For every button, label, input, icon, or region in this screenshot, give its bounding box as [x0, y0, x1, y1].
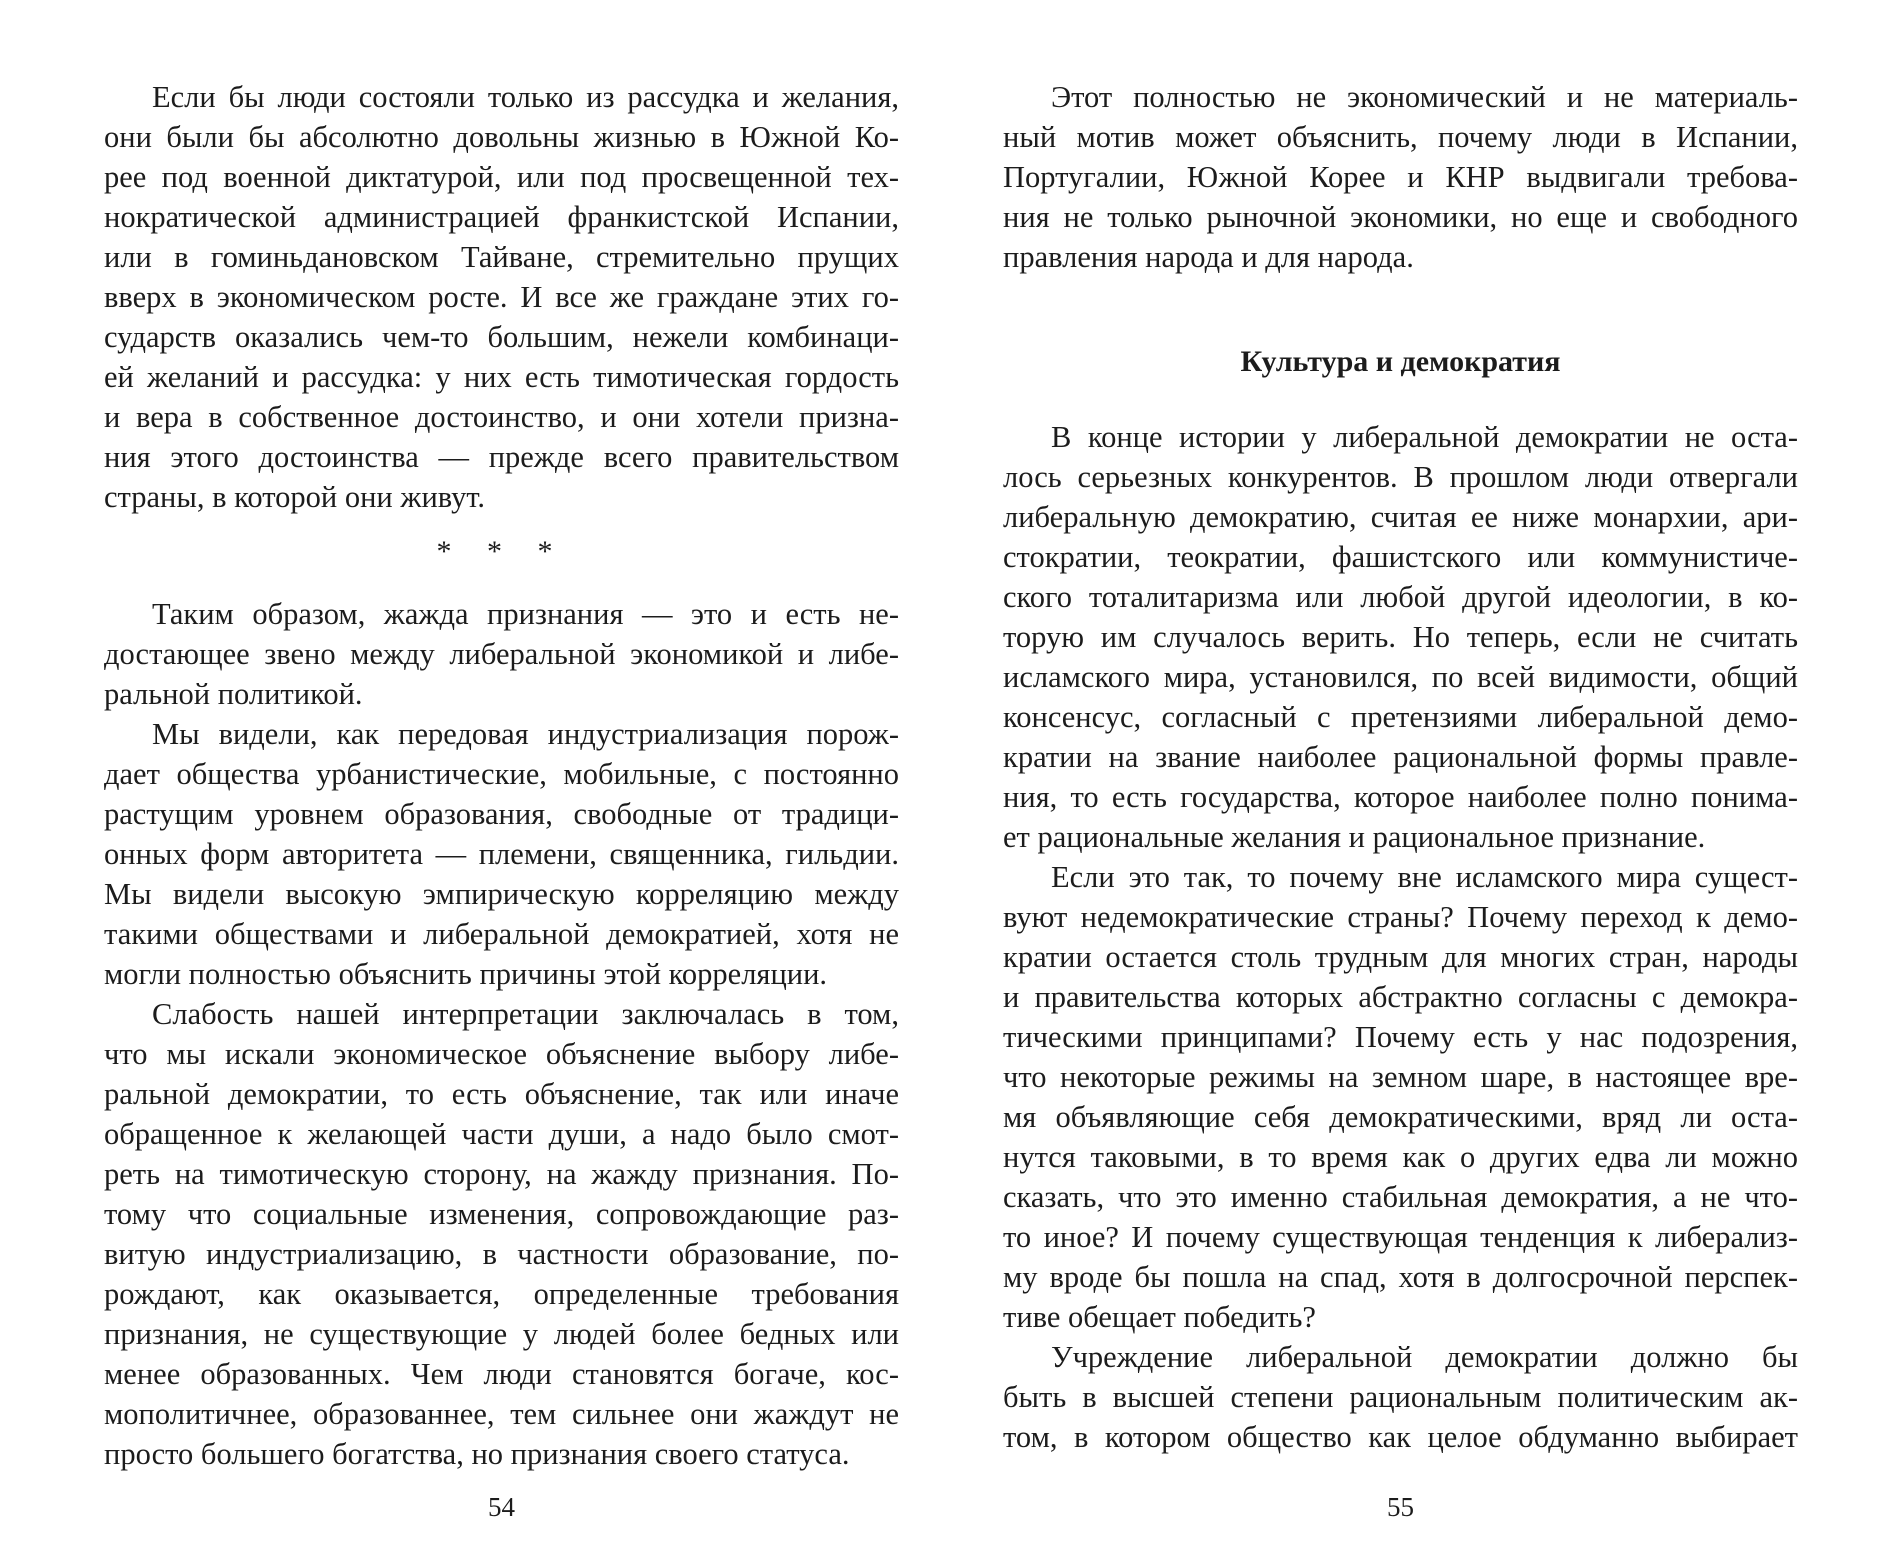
text-line: правления народа и для народа.	[1003, 240, 1414, 274]
text-line: В конце истории у либеральной демократии не оста-	[1051, 420, 1798, 454]
text-line: растущим уровнем образования, свободные от традици-	[104, 797, 899, 831]
text-line: вверх в экономическом росте. И все же граждане этих го-	[104, 280, 899, 314]
text-line: Мы видели, как передовая индустриализация порож-	[152, 717, 899, 751]
text-line: Португалии, Южной Корее и КНР выдвигали требова-	[1003, 160, 1798, 194]
text-line: или в гоминьдановском Тайване, стремительно прущих	[104, 240, 899, 274]
text-line: сказать, что это именно стабильная демократия, а не что-	[1003, 1180, 1798, 1214]
text-line: либеральную демократию, считая ее ниже монархии, ари-	[1003, 500, 1798, 534]
text-line: и правительства которых абстрактно согласны с демокра-	[1003, 980, 1798, 1014]
text-line: ральной демократии, то есть объяснение, так или иначе	[104, 1077, 899, 1111]
text-line: онных форм авторитета — племени, священника, гильдии.	[104, 837, 899, 871]
text-line: том, в котором общество как целое обдуманно выбирает	[1003, 1420, 1798, 1454]
section-break-stars: * * *	[436, 535, 567, 568]
text-line: Этот полностью не экономический и не материаль-	[1051, 80, 1798, 114]
text-line: признания, не существующие у людей более бедных или	[104, 1317, 899, 1351]
text-line: ет рациональные желания и рациональное признание.	[1003, 820, 1706, 854]
text-line: Мы видели высокую эмпирическую корреляцию между	[104, 877, 899, 911]
text-line: Учреждение либеральной демократии должно бы	[1051, 1340, 1798, 1374]
text-line: тиве обещает победить?	[1003, 1300, 1316, 1334]
text-line: ей желаний и рассудка: у них есть тимотическая гордость	[104, 360, 899, 394]
text-line: исламского мира, установился, по всей видимости, общий	[1003, 660, 1798, 694]
text-line: нократической администрацией франкистской Испании,	[104, 200, 899, 234]
text-line: торую им случалось верить. Но теперь, если не считать	[1003, 620, 1798, 654]
text-line: Слабость нашей интерпретации заключалась в том,	[152, 997, 899, 1031]
text-line: менее образованных. Чем люди становятся богаче, кос-	[104, 1357, 899, 1391]
text-line: ского тоталитаризма или любой другой идеологии, в ко-	[1003, 580, 1798, 614]
text-line: рождают, как оказывается, определенные требования	[104, 1277, 899, 1311]
text-line: такими обществами и либеральной демократией, хотя не	[104, 917, 899, 951]
text-line: Если это так, то почему вне исламского мира сущест-	[1051, 860, 1798, 894]
right-page	[1003, 72, 1798, 1522]
text-line: вуют недемократические страны? Почему переход к демо-	[1003, 900, 1798, 934]
text-line: просто большего богатства, но признания своего статуса.	[104, 1437, 850, 1471]
text-line: что мы искали экономическое объяснение выбору либе-	[104, 1037, 899, 1071]
left-page	[104, 72, 899, 1522]
text-line: ния, то есть государства, которое наиболее полно понима-	[1003, 780, 1798, 814]
text-line: обращенное к желающей части души, а надо было смот-	[104, 1117, 899, 1151]
text-line: лось серьезных конкурентов. В прошлом люди отвергали	[1003, 460, 1798, 494]
text-line: дает общества урбанистические, мобильные, с постоянно	[104, 757, 899, 791]
text-line: кратии на звание наиболее рациональной формы правле-	[1003, 740, 1798, 774]
text-line: Таким образом, жажда признания — это и есть не-	[152, 597, 899, 631]
text-line: му вроде бы пошла на спад, хотя в долгосрочной перспек-	[1003, 1260, 1798, 1294]
text-line: страны, в которой они живут.	[104, 480, 486, 514]
text-line: консенсус, согласный с претензиями либеральной демо-	[1003, 700, 1798, 734]
text-line: ния не только рыночной экономики, но еще и свободного	[1003, 200, 1798, 234]
text-line: что некоторые режимы на земном шаре, в настоящее вре-	[1003, 1060, 1798, 1094]
text-line: тому что социальные изменения, сопровождающие раз-	[104, 1197, 899, 1231]
text-line: сударств оказались чем-то большим, нежели комбинаци-	[104, 320, 899, 354]
text-line: ния этого достоинства — прежде всего правительством	[104, 440, 899, 474]
text-line: тическими принципами? Почему есть у нас подозрения,	[1003, 1020, 1798, 1054]
page-number: 55	[1387, 1492, 1414, 1522]
text-line: то иное? И почему существующая тенденция к либерализ-	[1003, 1220, 1798, 1254]
text-line: быть в высшей степени рациональным политическим ак-	[1003, 1380, 1798, 1414]
text-line: Если бы люди состояли только из рассудка и желания,	[152, 80, 899, 114]
text-line: мя объявляющие себя демократическими, вряд ли оста-	[1003, 1100, 1798, 1134]
text-line: достающее звено между либеральной экономикой и либе-	[104, 637, 899, 671]
text-line: могли полностью объяснить причины этой корреляции.	[104, 957, 828, 991]
page-number: 54	[488, 1492, 515, 1522]
text-line: ральной политикой.	[104, 677, 363, 711]
section-heading: Культура и демократия	[1240, 345, 1561, 378]
text-line: мополитичнее, образованнее, тем сильнее они жаждут не	[104, 1397, 899, 1431]
text-line: нутся таковыми, в то время как о других едва ли можно	[1003, 1140, 1798, 1174]
text-line: реть на тимотическую сторону, на жажду признания. По-	[104, 1157, 899, 1191]
text-line: они были бы абсолютно довольны жизнью в Южной Ко-	[104, 120, 899, 154]
text-line: и вера в собственное достоинство, и они хотели призна-	[104, 400, 899, 434]
text-line: витую индустриализацию, в частности образование, по-	[104, 1237, 899, 1271]
text-line: кратии остается столь трудным для многих стран, народы	[1003, 940, 1798, 974]
text-line: рее под военной диктатурой, или под просвещенной тех-	[104, 160, 899, 194]
text-line: стократии, теократии, фашистского или коммунистиче-	[1003, 540, 1798, 574]
text-line: ный мотив может объяснить, почему люди в Испании,	[1003, 120, 1798, 154]
